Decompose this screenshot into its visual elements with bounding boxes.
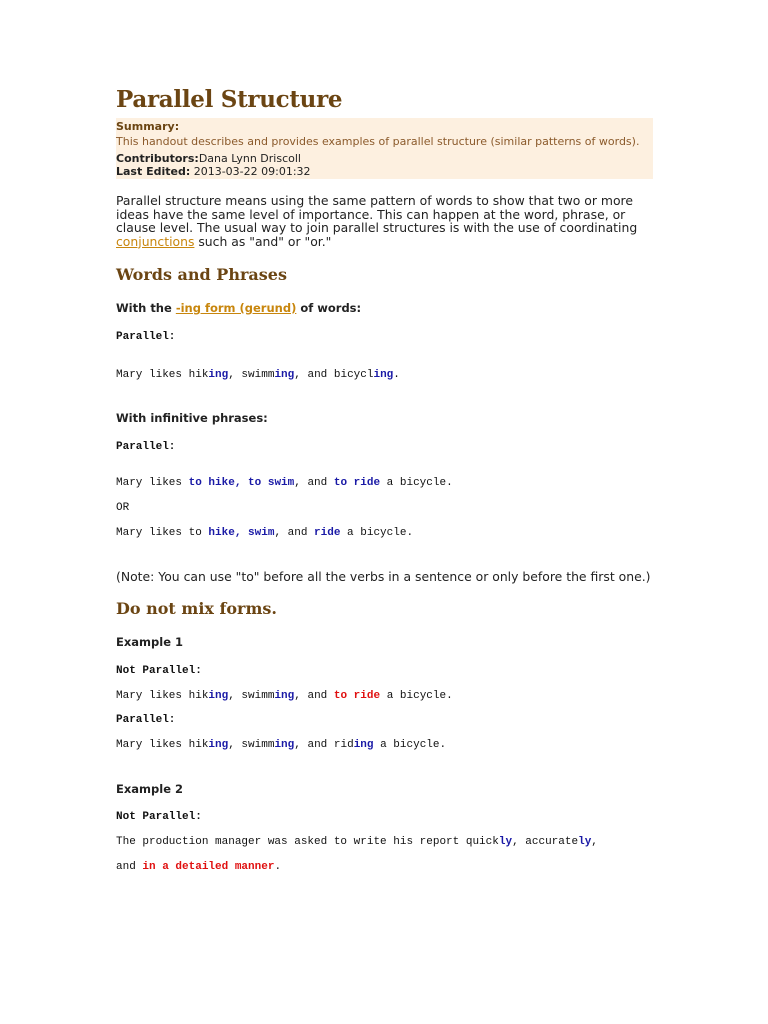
sentence-part: , and [294,477,334,489]
sentence-part: a bicycle. [373,739,447,751]
summary-box [116,118,653,179]
or-text: OR [116,502,130,514]
contributors-value: Dana Lynn Driscoll [198,152,301,165]
contributors-line [116,152,301,165]
sentence-part: . [274,861,282,873]
last-edited-value: 2013-03-22 09:01:32 [193,165,311,178]
words-and-phrases-heading: Words and Phrases [116,265,287,284]
example-2-label: Example 2 [116,782,183,796]
sentence-part: Mary likes to [116,527,209,539]
sentence-part: , swimm [228,690,275,702]
example-infinitive-alt-sentence [116,527,413,539]
highlight-suffix: ing [208,690,229,702]
highlight-suffix: ing [208,739,229,751]
example-2-bad-line-1 [116,836,598,848]
not-parallel-label: Not Parallel: [116,665,202,677]
sentence-part: The production manager was asked to write his report quick [116,836,499,848]
sentence-part: , and [294,690,334,702]
highlight-suffix: ing [274,690,295,702]
highlight-phrase: to hike, to swim [188,477,295,489]
sentence-part: , and [274,527,315,539]
highlight-phrase: hike, swim [208,527,275,539]
gerund-post: of words: [296,301,362,315]
highlight-suffix: ing [274,739,295,751]
sentence-part: , swimm [228,739,275,751]
sentence-part: a bicycle. [340,527,414,539]
parallel-label-2: Parallel: [116,441,176,453]
summary-label: Summary: [116,120,180,133]
example-1-bad-sentence [116,690,453,702]
gerund-pre: With the [116,301,176,315]
intro-text-end: such as "and" or "or." [194,233,332,249]
highlight-suffix: ing [353,739,374,751]
highlight-suffix: ly [578,836,592,848]
sentence-part: Mary likes hik [116,739,209,751]
infinitive-subheading: With infinitive phrases: [116,411,268,425]
sentence-part: Mary likes [116,477,189,489]
intro-paragraph [116,194,648,248]
error-phrase: to ride [333,690,381,702]
sentence-part: Mary likes hik [116,369,209,381]
intro-text: Parallel structure means using the same pattern of words to show that two or more ideas have the same level of importance. This can happen at the word, phrase, or clause level. The usual way to join parallel structures is with the use of coordinating [116,193,638,236]
page-title: Parallel Structure [116,86,343,113]
highlight-phrase: ride [314,527,341,539]
highlight-phrase: to ride [333,477,381,489]
highlight-suffix: ing [208,369,229,381]
summary-text: This handout describes and provides examples of parallel structure (similar patterns of words). [116,135,640,148]
example-2-bad-line-2 [116,861,281,873]
sentence-part: a bicycle. [380,477,453,489]
sentence-part: , [591,836,598,848]
last-edited-label: Last Edited: [116,165,191,178]
example-1-good-sentence [116,739,446,751]
conjunctions-link[interactable]: conjunctions [116,233,195,249]
sentence-part: , and bicycl [294,369,374,381]
example-infinitive-sentence [116,477,453,489]
parallel-label-3: Parallel: [116,714,176,726]
do-not-mix-heading: Do not mix forms. [116,599,277,618]
last-edited-line [116,165,311,178]
highlight-suffix: ing [274,369,295,381]
sentence-part: , and rid [294,739,354,751]
sentence-part: and [116,861,143,873]
contributors-label: Contributors: [116,152,199,165]
sentence-part: , swimm [228,369,275,381]
highlight-suffix: ing [373,369,394,381]
sentence-part: , accurate [512,836,579,848]
example-gerund-sentence [116,369,400,381]
sentence-part: . [393,369,400,381]
gerund-subheading [116,301,361,315]
sentence-part: a bicycle. [380,690,453,702]
note-text: (Note: You can use "to" before all the verbs in a sentence or only before the first one.) [116,569,651,584]
error-phrase: in a detailed manner [142,861,275,873]
not-parallel-label-2: Not Parallel: [116,811,202,823]
sentence-part: Mary likes hik [116,690,209,702]
example-1-label: Example 1 [116,635,183,649]
highlight-suffix: ly [498,836,513,848]
parallel-label: Parallel: [116,331,176,343]
gerund-link[interactable]: -ing form (gerund) [175,301,297,315]
